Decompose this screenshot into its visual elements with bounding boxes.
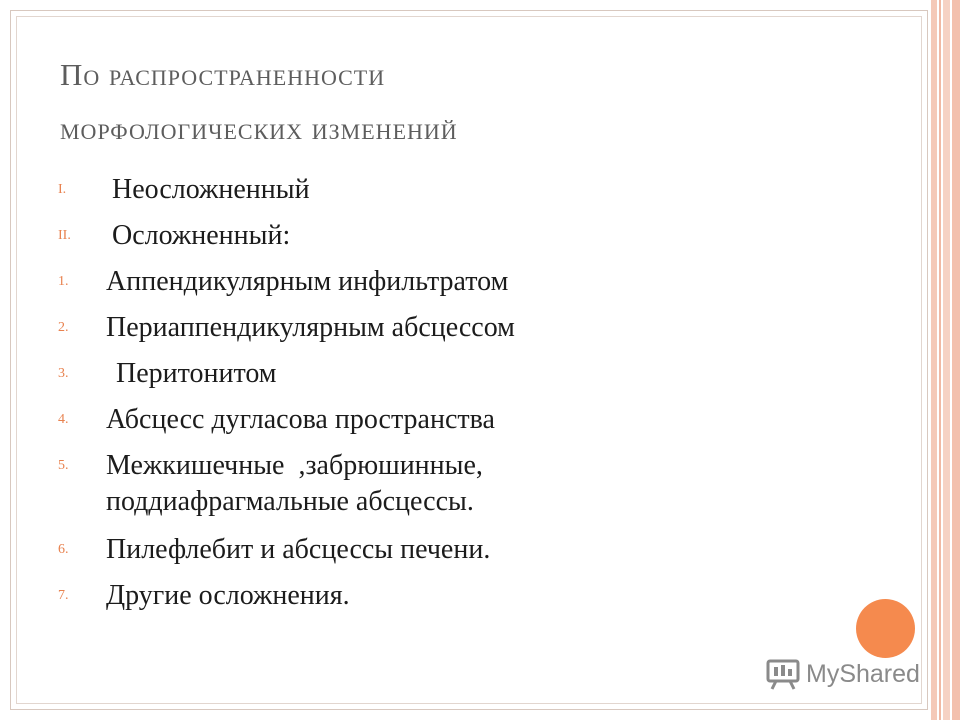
title-line: По распространенности: [60, 57, 386, 92]
decor-stripe: [931, 0, 937, 720]
list-item-text: Аппендикулярным инфильтратом: [106, 266, 509, 297]
list-item: [58, 356, 838, 402]
list-item: [58, 218, 838, 264]
decor-stripe: [943, 0, 950, 720]
list-item: [58, 310, 838, 356]
watermark-logo: [766, 656, 920, 692]
list-marker: 2.: [58, 320, 69, 335]
accent-circle: [856, 599, 915, 658]
list-item: [58, 402, 838, 448]
decor-stripe: [939, 0, 941, 720]
list-marker: 5.: [58, 458, 69, 473]
list-item-text: Пилефлебит и абсцессы печени.: [106, 534, 491, 565]
slide-title: [60, 48, 820, 156]
list-marker: 7.: [58, 588, 69, 603]
list-marker: 4.: [58, 412, 69, 427]
list-marker: II.: [58, 228, 71, 243]
list-marker: I.: [58, 182, 67, 197]
list-item-text: Перитонитом: [116, 358, 277, 389]
list-item: [58, 578, 838, 624]
watermark-brand: MyShared: [806, 659, 920, 688]
list-item-text: Абсцесс дугласова пространства: [106, 404, 495, 435]
title-line: морфологических изменений: [60, 111, 458, 146]
list-item: [58, 264, 838, 310]
list-item-text: Осложненный:: [112, 220, 291, 251]
decor-stripe: [952, 0, 960, 720]
list-item: [58, 532, 838, 578]
list-item: [58, 448, 838, 532]
list-item-text: Неосложненный: [112, 174, 310, 205]
list-marker: 6.: [58, 542, 69, 557]
presentation-board-icon: [766, 658, 800, 690]
list-marker: 1.: [58, 274, 69, 289]
outline-list: [58, 172, 838, 624]
list-item-text: Другие осложнения.: [106, 580, 350, 611]
list-item-text-line: Межкишечные ,забрюшинные,: [106, 450, 483, 481]
list-item-text-line: поддиафрагмальные абсцессы.: [106, 486, 474, 517]
list-item-text: [106, 448, 483, 520]
list-item: [58, 172, 838, 218]
list-item-text: Периаппендикулярным абсцессом: [106, 312, 515, 343]
list-marker: 3.: [58, 366, 69, 381]
